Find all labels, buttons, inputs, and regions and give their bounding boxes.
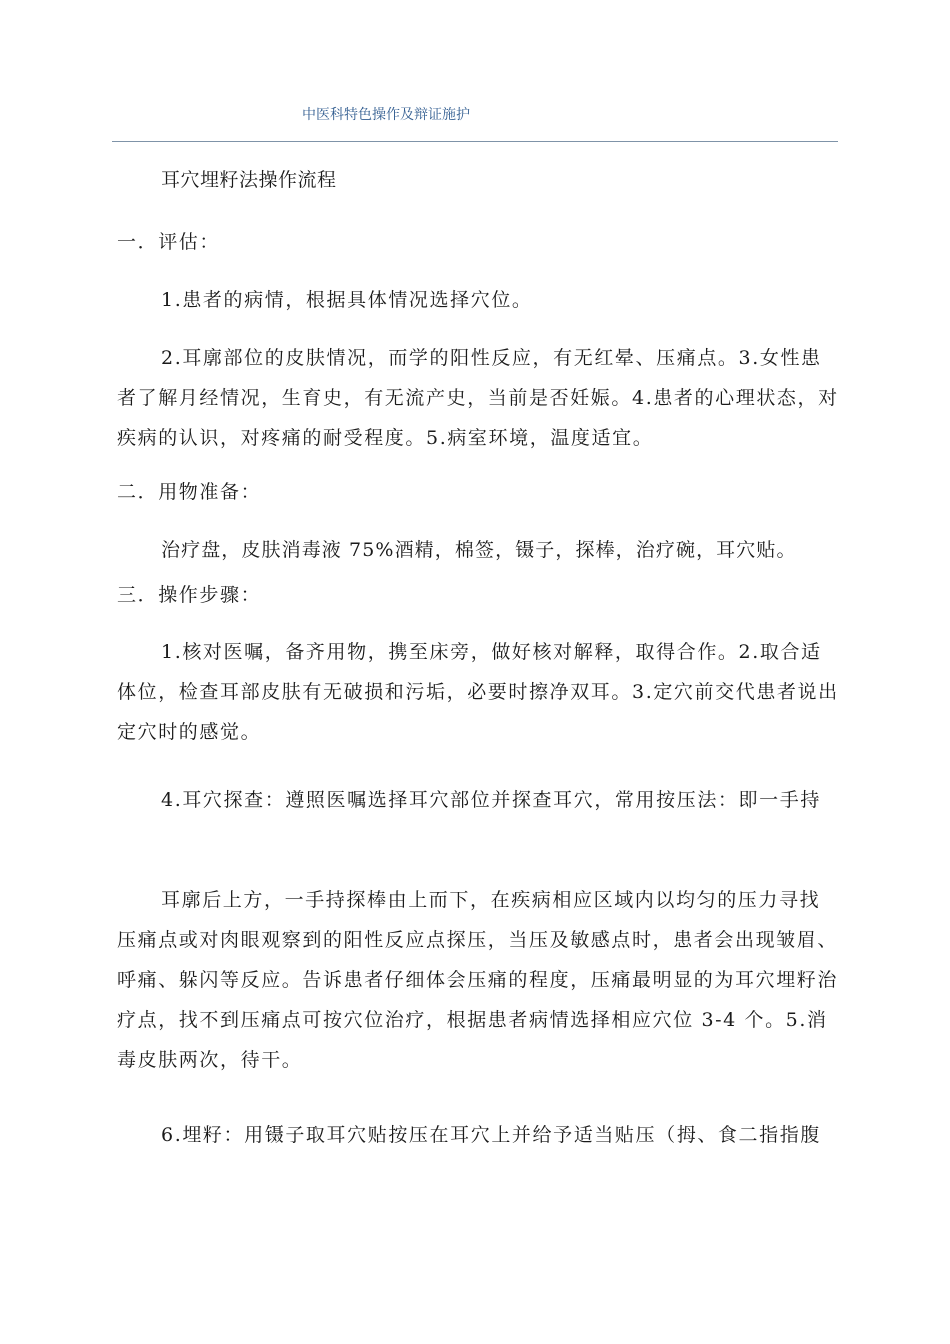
- paragraph: 4.耳穴探查：遵照医嘱选择耳穴部位并探查耳穴，常用按压法：即一手持: [161, 789, 821, 811]
- header-divider: [112, 141, 838, 142]
- paragraph: 6.埋籽：用镊子取耳穴贴按压在耳穴上并给予适当贴压（拇、食二指指腹: [161, 1124, 821, 1146]
- section-heading-supplies: 二．用物准备：: [117, 481, 262, 503]
- paragraph: 1.患者的病情，根据具体情况选择穴位。: [161, 289, 533, 311]
- paragraph: 治疗盘，皮肤消毒液 75%酒精，棉签，镊子，探棒，治疗碗，耳穴贴。: [161, 539, 797, 561]
- paragraph: 1.核对医嘱，备齐用物，携至床旁，做好核对解释，取得合作。2.取合适体位，检查耳部皮肤有无破损和污垢，必要时擦净双耳。3.定穴前交代患者说出定穴时的感觉。: [117, 641, 839, 743]
- running-header: 中医科特色操作及辩证施护: [302, 107, 470, 123]
- paragraph: 2.耳廓部位的皮肤情况，而学的阳性反应，有无红晕、压痛点。3.女性患者了解月经情况，生育史，有无流产史，当前是否妊娠。4.患者的心理状态，对疾病的认识，对疼痛的耐受程度。5.病室环境，温度适宜。: [117, 347, 839, 449]
- section-heading-assessment: 一．评估：: [117, 231, 221, 253]
- paragraph: 耳廓后上方，一手持探棒由上而下，在疾病相应区域内以均匀的压力寻找压痛点或对肉眼观察到的阳性反应点探压，当压及敏感点时，患者会出现皱眉、呼痛、躲闪等反应。告诉患者仔细体会压痛的程度，压痛最明显的为耳穴埋籽治疗点，找不到压痛点可按穴位治疗，根据患者病情选择相应穴位 3-4 个。5.消毒皮肤两次，待干。: [117, 889, 839, 1071]
- document-title: 耳穴埋籽法操作流程: [161, 169, 337, 191]
- section-heading-steps: 三．操作步骤：: [117, 584, 262, 606]
